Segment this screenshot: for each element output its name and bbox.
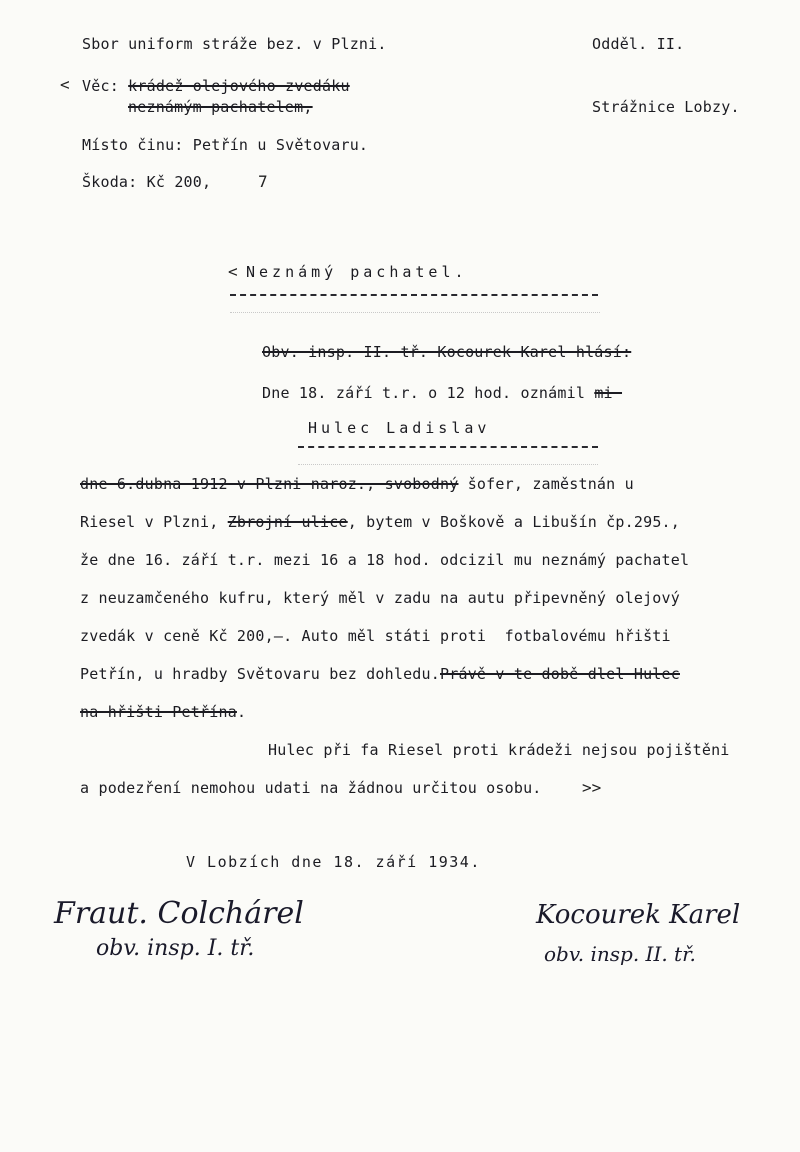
body-line-1 xyxy=(80,474,643,494)
body-line-1-text: šofer, zaměstnán u xyxy=(458,475,644,493)
body-line-6-struck: Právě v te době dlel Hulec xyxy=(440,665,680,683)
body-line-5: zvedák v ceně Kč 200,—. Auto měl státi proti fotbalovému hřišti xyxy=(80,627,671,645)
name-underline xyxy=(298,446,598,448)
body-line-6 xyxy=(80,664,680,684)
damage-line xyxy=(82,172,211,192)
title-underline xyxy=(230,294,598,296)
body-line-7 xyxy=(80,702,246,722)
subject-label: Věc: xyxy=(82,77,119,95)
body-line-7-text: . xyxy=(236,703,247,721)
bleed-through-line-2 xyxy=(298,464,598,465)
insurance-line: Hulec při fa Riesel proti krádeži nejsou pojištěni xyxy=(268,741,730,759)
place-label: Místo činu: xyxy=(82,136,184,154)
subject-line xyxy=(82,76,350,96)
signature-right-rank: obv. insp. II. tř. xyxy=(544,942,696,966)
body-line-2 xyxy=(80,512,680,532)
subject-text-2: neznámým pachatelem, xyxy=(128,98,313,116)
intro-text: Dne 18. září t.r. o 12 hod. oznámil xyxy=(262,384,586,402)
reporter-line: Obv. insp. II. tř. Kocourek Karel hlásí: xyxy=(262,343,632,361)
body-line-2-struck: Zbrojní ulice xyxy=(227,513,348,531)
body-line-6-text: Petřín, u hradby Světovaru bez dohledu. xyxy=(80,665,440,683)
body-line-2-text-end: , bytem v Boškově a Libušín čp.295., xyxy=(347,513,681,531)
intro-line xyxy=(262,383,622,403)
body-line-7-struck: na hřišti Petřína xyxy=(80,703,237,721)
place-value: Petřín u Světovaru. xyxy=(192,136,369,154)
title-bracket-mark: < xyxy=(228,262,238,281)
subject-text-1: krádež olejového zvedáku xyxy=(128,77,350,95)
department-heading: Odděl. II. xyxy=(592,35,685,53)
suspicion-line: a podezření nemohou udati na žádnou určitou osobu. xyxy=(80,779,542,797)
end-mark: >> xyxy=(582,778,602,797)
body-line-4: z neuzamčeného kufru, který měl v zadu na autu připevněný olejový xyxy=(80,589,680,607)
body-line-2-text: Riesel v Plzni, xyxy=(80,513,228,531)
body-line-1-struck: dne 6.dubna 1912 v Plzni naroz., svobodný xyxy=(80,475,459,493)
bleed-through-line xyxy=(230,312,600,313)
pencil-mark: 7 xyxy=(258,172,268,191)
signature-left-name: Fraut. Colchárel xyxy=(54,896,304,931)
intro-struck: mi xyxy=(594,384,623,402)
signature-right-name: Kocourek Karel xyxy=(536,900,741,930)
damage-label: Škoda: xyxy=(82,173,138,191)
signature-left-rank: obv. insp. I. tř. xyxy=(96,936,255,961)
place-line xyxy=(82,135,368,155)
damage-value: Kč 200, xyxy=(146,173,212,191)
document-title: Neznámý pachatel. xyxy=(246,263,468,281)
station-heading: Strážnice Lobzy. xyxy=(592,98,740,116)
date-line: V Lobzích dne 18. září 1934. xyxy=(186,853,481,871)
reporter-name: Hulec Ladislav xyxy=(308,419,491,437)
office-heading: Sbor uniform stráže bez. v Plzni. xyxy=(82,35,387,53)
body-line-3: že dne 16. září t.r. mezi 16 a 18 hod. odcizil mu neznámý pachatel xyxy=(80,551,690,569)
margin-bracket-mark: < xyxy=(60,75,70,94)
